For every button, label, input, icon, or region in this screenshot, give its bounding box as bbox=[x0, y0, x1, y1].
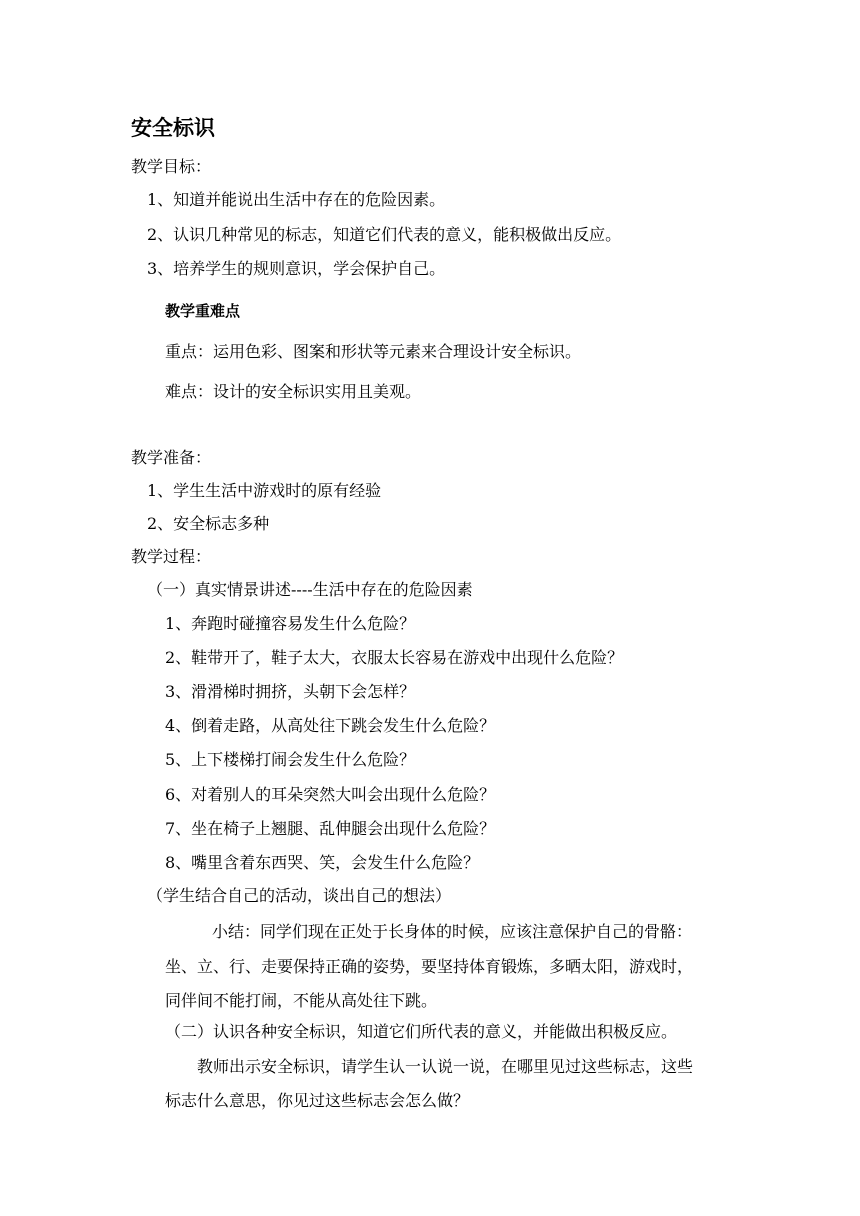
preparation-item: 1、学生生活中游戏时的原有经验 bbox=[147, 481, 382, 500]
summary-line: 小结：同学们现在正处于长身体的时候，应该注意保护自己的骨骼： bbox=[212, 922, 693, 941]
question-item: 3、滑滑梯时拥挤，头朝下会怎样？ bbox=[165, 682, 416, 701]
question-item: 4、倒着走路，从高处往下跳会发生什么危险？ bbox=[165, 716, 496, 735]
process-heading: 教学过程： bbox=[131, 547, 212, 566]
key-point-difficulty: 难点：设计的安全标识实用且美观。 bbox=[165, 382, 422, 401]
summary-line: 坐、立、行、走要保持正确的姿势，要坚持体育锻炼，多晒太阳，游戏时， bbox=[165, 957, 694, 976]
section-2-heading: （二）认识各种安全标识，知道它们所代表的意义，并能做出积极反应。 bbox=[165, 1022, 678, 1041]
section-2-paragraph-line: 教师出示安全标识，请学生认一认说一说，在哪里见过这些标志，这些 bbox=[197, 1057, 694, 1076]
summary-line: 同伴间不能打闹，不能从高处往下跳。 bbox=[165, 991, 438, 1010]
student-note: （学生结合自己的活动，谈出自己的想法） bbox=[147, 886, 452, 905]
objective-item: 2、认识几种常见的标志，知道它们代表的意义，能积极做出反应。 bbox=[147, 225, 622, 244]
question-item: 7、坐在椅子上翘腿、乱伸腿会出现什么危险？ bbox=[165, 819, 496, 838]
preparation-heading: 教学准备： bbox=[131, 448, 212, 467]
question-item: 8、嘴里含着东西哭、笑，会发生什么危险？ bbox=[165, 853, 480, 872]
key-point-focus: 重点：运用色彩、图案和形状等元素来合理设计安全标识。 bbox=[165, 342, 582, 361]
document-title: 安全标识 bbox=[131, 116, 215, 140]
section-2-paragraph-line: 标志什么意思，你见过这些标志会怎么做？ bbox=[165, 1091, 470, 1110]
section-1-heading: （一）真实情景讲述----生活中存在的危险因素 bbox=[147, 580, 473, 599]
question-item: 5、上下楼梯打闹会发生什么危险？ bbox=[165, 750, 416, 769]
preparation-item: 2、安全标志多种 bbox=[147, 514, 270, 533]
objective-item: 3、培养学生的规则意识，学会保护自己。 bbox=[147, 259, 446, 278]
question-item: 2、鞋带开了，鞋子太大，衣服太长容易在游戏中出现什么危险？ bbox=[165, 648, 624, 667]
objectives-heading: 教学目标： bbox=[131, 157, 212, 176]
key-points-heading: 教学重难点 bbox=[165, 302, 241, 320]
objective-item: 1、知道并能说出生活中存在的危险因素。 bbox=[147, 190, 446, 209]
question-item: 6、对着别人的耳朵突然大叫会出现什么危险？ bbox=[165, 785, 496, 804]
question-item: 1、奔跑时碰撞容易发生什么危险？ bbox=[165, 614, 416, 633]
